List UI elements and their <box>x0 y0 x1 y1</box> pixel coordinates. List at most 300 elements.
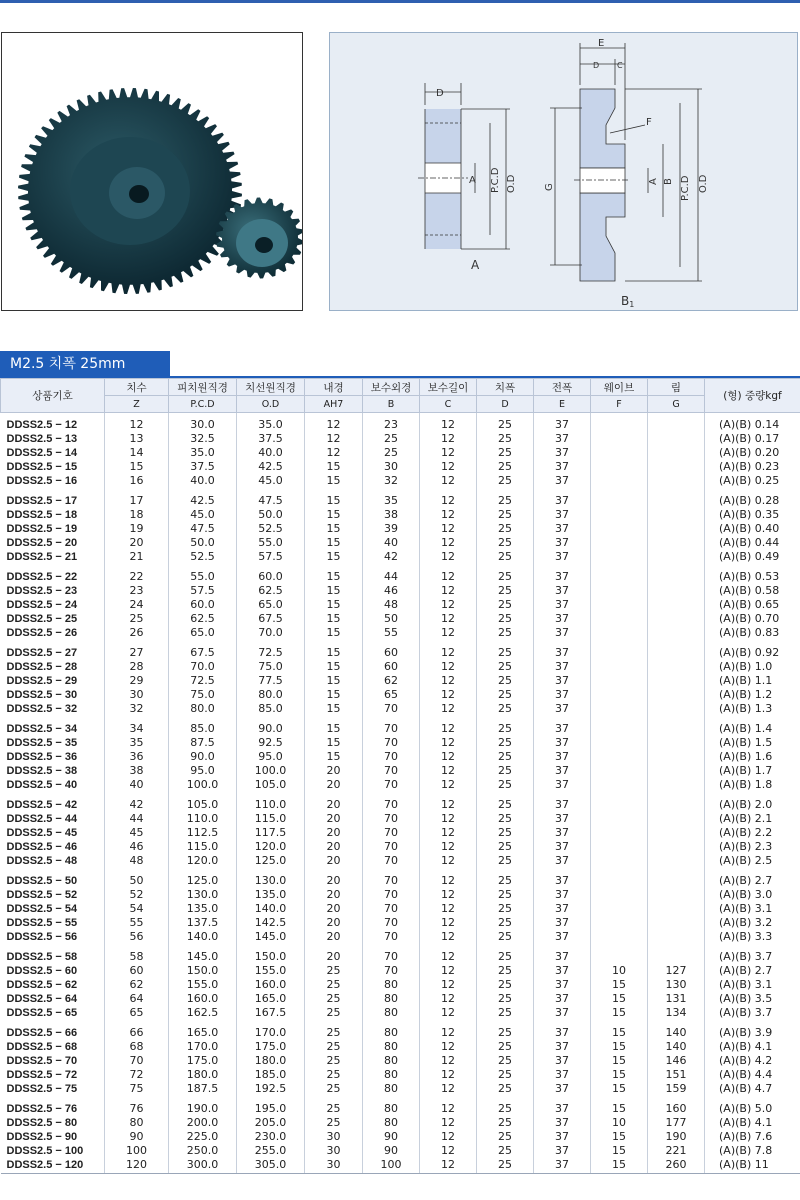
table-cell: 72 <box>105 1068 169 1082</box>
table-cell: 37 <box>534 474 591 488</box>
table-cell: 20 <box>305 916 363 930</box>
table-cell: 55.0 <box>237 536 305 550</box>
table-cell: 28 <box>105 660 169 674</box>
column-symbol: O.D <box>237 396 305 413</box>
table-cell: (A)(B) 0.20 <box>705 446 800 460</box>
table-cell: 175.0 <box>169 1054 237 1068</box>
table-cell: (A)(B) 2.2 <box>705 826 800 840</box>
table-cell: 35 <box>105 736 169 750</box>
table-cell: 25 <box>477 930 534 944</box>
table-cell: 21 <box>105 550 169 564</box>
table-cell <box>591 460 648 474</box>
table-cell <box>648 702 705 716</box>
table-cell: 25 <box>477 826 534 840</box>
product-code-cell: DDSS2.5 − 26 <box>6 627 78 640</box>
table-cell: 37 <box>534 626 591 640</box>
table-row <box>1 494 800 508</box>
table-cell <box>648 612 705 626</box>
table-cell: (A)(B) 4.7 <box>705 1082 800 1096</box>
table-cell: 15 <box>305 460 363 474</box>
table-cell: 145.0 <box>169 950 237 964</box>
column-header: 치선원직경 <box>237 379 305 396</box>
table-cell <box>591 508 648 522</box>
column-header: 보수외경 <box>363 379 420 396</box>
table-row <box>1 930 800 944</box>
table-cell: 20 <box>305 874 363 888</box>
table-cell <box>591 474 648 488</box>
table-cell <box>591 874 648 888</box>
table-cell: 15 <box>305 722 363 736</box>
table-cell: 64 <box>105 992 169 1006</box>
table-cell: 80 <box>363 978 420 992</box>
table-cell: 72.5 <box>169 674 237 688</box>
table-cell: 20 <box>305 826 363 840</box>
table-cell: 18 <box>105 508 169 522</box>
table-cell <box>591 494 648 508</box>
table-cell: 95.0 <box>237 750 305 764</box>
table-cell: 15 <box>591 1144 648 1158</box>
table-cell: 34 <box>105 722 169 736</box>
table-cell: 15 <box>591 1102 648 1116</box>
table-cell: 62 <box>363 674 420 688</box>
table-cell: 15 <box>305 474 363 488</box>
table-row <box>1 750 800 764</box>
table-cell: 25 <box>477 1040 534 1054</box>
table-cell: 12 <box>420 474 477 488</box>
table-cell: 42 <box>105 798 169 812</box>
table-cell: 50.0 <box>237 508 305 522</box>
table-cell: 180.0 <box>169 1068 237 1082</box>
product-code-cell: DDSS2.5 − 80 <box>6 1116 78 1129</box>
dim-label-pcd-b: P.C.D <box>680 175 691 201</box>
table-cell: 37 <box>534 460 591 474</box>
dim-label-a: A <box>469 175 476 186</box>
table-row <box>1 418 800 432</box>
table-cell: 65.0 <box>169 626 237 640</box>
table-cell: 50.0 <box>169 536 237 550</box>
table-cell: 70 <box>363 826 420 840</box>
table-cell: (A)(B) 4.1 <box>705 1040 800 1054</box>
table-cell: 65 <box>105 1006 169 1020</box>
table-cell: 25 <box>477 702 534 716</box>
table-cell: 120.0 <box>237 840 305 854</box>
table-cell: (A)(B) 0.40 <box>705 522 800 536</box>
table-cell: 37 <box>534 660 591 674</box>
table-row <box>1 1054 800 1068</box>
table-cell: 30.0 <box>169 418 237 432</box>
gear-photo-illustration <box>2 33 303 311</box>
table-row <box>1 1144 800 1158</box>
table-cell: (A)(B) 1.0 <box>705 660 800 674</box>
table-cell: 12 <box>420 736 477 750</box>
table-cell: 12 <box>420 1130 477 1144</box>
table-cell: 25 <box>477 432 534 446</box>
table-cell: 180.0 <box>237 1054 305 1068</box>
product-code-cell: DDSS2.5 − 32 <box>6 703 78 716</box>
table-cell: 117.5 <box>237 826 305 840</box>
table-cell: 37 <box>534 1068 591 1082</box>
table-cell: 12 <box>420 1158 477 1173</box>
table-cell: 68 <box>105 1040 169 1054</box>
dim-label-c: C <box>617 61 623 70</box>
product-code-cell: DDSS2.5 − 100 <box>6 1145 84 1158</box>
table-cell: (A)(B) 2.0 <box>705 798 800 812</box>
table-cell: 37 <box>534 1116 591 1130</box>
table-cell: 15 <box>591 1130 648 1144</box>
table-cell: 37 <box>534 598 591 612</box>
table-cell: 37 <box>534 432 591 446</box>
table-cell: 12 <box>420 930 477 944</box>
table-cell: 70 <box>363 812 420 826</box>
table-cell: 12 <box>420 964 477 978</box>
product-code-cell: DDSS2.5 − 70 <box>6 1055 78 1068</box>
table-cell: 80 <box>363 1040 420 1054</box>
column-symbol: Z <box>105 396 169 413</box>
table-cell: 25 <box>477 598 534 612</box>
table-cell: 12 <box>420 1116 477 1130</box>
dim-label-b: B <box>663 178 674 185</box>
table-cell: 37 <box>534 750 591 764</box>
table-cell: 25 <box>305 964 363 978</box>
table-cell <box>648 930 705 944</box>
column-symbol: E <box>534 396 591 413</box>
product-code-cell: DDSS2.5 − 120 <box>1 1158 105 1173</box>
dim-label-g: G <box>544 183 555 191</box>
product-code-cell: DDSS2.5 − 36 <box>6 750 78 763</box>
product-code-cell: DDSS2.5 − 23 <box>6 584 78 597</box>
table-cell: 90 <box>363 1130 420 1144</box>
table-cell: 70 <box>363 916 420 930</box>
table-cell <box>591 702 648 716</box>
table-cell: 25 <box>305 1116 363 1130</box>
table-cell: 25 <box>477 750 534 764</box>
table-cell: 12 <box>420 1082 477 1096</box>
product-code-cell: DDSS2.5 − 76 <box>6 1102 78 1115</box>
table-cell: 80 <box>363 1026 420 1040</box>
table-cell: 25 <box>305 1054 363 1068</box>
table-cell: 25 <box>477 902 534 916</box>
table-cell: 25 <box>477 964 534 978</box>
table-cell: 127 <box>648 964 705 978</box>
product-code-cell: DDSS2.5 − 72 <box>6 1069 78 1082</box>
table-cell <box>648 432 705 446</box>
table-cell: 37 <box>534 688 591 702</box>
table-cell <box>648 688 705 702</box>
table-cell: 12 <box>420 812 477 826</box>
product-code-cell: DDSS2.5 − 66 <box>6 1026 78 1039</box>
table-row <box>1 1102 800 1116</box>
table-cell: 80 <box>363 992 420 1006</box>
table-cell: 70 <box>363 736 420 750</box>
table-cell: 90 <box>363 1144 420 1158</box>
column-symbol: AH7 <box>305 396 363 413</box>
table-cell: 15 <box>305 584 363 598</box>
table-cell <box>591 854 648 868</box>
table-cell: 23 <box>363 418 420 432</box>
table-cell: 25 <box>477 854 534 868</box>
table-cell <box>648 778 705 792</box>
column-header: 웨이브 <box>591 379 648 396</box>
table-cell: 46 <box>105 840 169 854</box>
table-cell: 12 <box>420 950 477 964</box>
table-cell <box>591 612 648 626</box>
table-cell: 37 <box>534 522 591 536</box>
table-cell: 145.0 <box>237 930 305 944</box>
table-cell: 25 <box>477 418 534 432</box>
table-cell: 40.0 <box>169 474 237 488</box>
table-cell <box>648 674 705 688</box>
table-cell <box>648 950 705 964</box>
table-cell: 300.0 <box>169 1158 237 1173</box>
column-symbol: G <box>648 396 705 413</box>
table-cell <box>648 764 705 778</box>
table-cell: 15 <box>305 688 363 702</box>
table-cell: 70 <box>363 902 420 916</box>
table-cell: 20 <box>305 930 363 944</box>
table-cell: 25 <box>477 612 534 626</box>
table-cell: 25 <box>305 978 363 992</box>
table-cell: 12 <box>305 446 363 460</box>
dimension-diagram <box>329 32 798 311</box>
table-cell: 12 <box>305 432 363 446</box>
table-cell: 80 <box>363 1116 420 1130</box>
table-cell: (A)(B) 3.9 <box>705 1026 800 1040</box>
table-cell: 115.0 <box>169 840 237 854</box>
table-cell: 37 <box>534 584 591 598</box>
table-cell: 12 <box>420 522 477 536</box>
table-cell <box>591 826 648 840</box>
column-header: 피치원직경 <box>169 379 237 396</box>
table-row <box>1 798 800 812</box>
table-cell: 12 <box>420 598 477 612</box>
table-cell: 110.0 <box>237 798 305 812</box>
product-code-cell: DDSS2.5 − 34 <box>6 722 78 735</box>
table-cell: 25 <box>477 978 534 992</box>
table-cell: 55.0 <box>169 570 237 584</box>
table-cell: 200.0 <box>169 1116 237 1130</box>
table-cell: 170.0 <box>237 1026 305 1040</box>
table-cell: 90.0 <box>169 750 237 764</box>
table-cell: 37 <box>534 570 591 584</box>
product-code-cell: DDSS2.5 − 24 <box>6 598 78 611</box>
table-row <box>1 446 800 460</box>
table-cell: 70 <box>363 854 420 868</box>
table-cell: 47.5 <box>169 522 237 536</box>
table-cell: (A)(B) 0.17 <box>705 432 800 446</box>
table-cell: 40 <box>363 536 420 550</box>
table-cell: 60 <box>363 646 420 660</box>
product-code-cell: DDSS2.5 − 12 <box>6 418 78 431</box>
table-row <box>1 550 800 564</box>
product-code-cell: DDSS2.5 − 64 <box>6 993 78 1006</box>
table-cell: 42.5 <box>169 494 237 508</box>
product-code-cell: DDSS2.5 − 65 <box>6 1007 78 1020</box>
table-cell: 120 <box>105 1158 169 1173</box>
table-cell: 12 <box>420 460 477 474</box>
table-cell: 15 <box>591 1026 648 1040</box>
product-code-cell: DDSS2.5 − 19 <box>6 522 78 535</box>
product-photo <box>1 32 303 311</box>
table-cell: 52.5 <box>237 522 305 536</box>
table-cell: 87.5 <box>169 736 237 750</box>
table-row <box>1 826 800 840</box>
table-cell: 12 <box>420 1054 477 1068</box>
table-cell: 76 <box>105 1102 169 1116</box>
table-cell <box>591 764 648 778</box>
table-cell: 50 <box>363 612 420 626</box>
table-cell: 70 <box>363 964 420 978</box>
table-cell: 15 <box>591 1158 648 1173</box>
table-cell: 110.0 <box>169 812 237 826</box>
column-header: 치폭 <box>477 379 534 396</box>
table-cell: 37 <box>534 536 591 550</box>
table-cell: 42.5 <box>237 460 305 474</box>
table-cell: 80.0 <box>237 688 305 702</box>
table-cell: (A)(B) 1.8 <box>705 778 800 792</box>
table-cell: 15 <box>305 570 363 584</box>
table-cell: 37 <box>534 702 591 716</box>
table-cell <box>648 508 705 522</box>
product-code-cell: DDSS2.5 − 35 <box>6 736 78 749</box>
column-symbol: P.C.D <box>169 396 237 413</box>
table-cell: 72.5 <box>237 646 305 660</box>
table-cell: 162.5 <box>169 1006 237 1020</box>
table-row <box>1 508 800 522</box>
dim-label-od-b: O.D <box>698 174 709 193</box>
table-cell: 37 <box>534 840 591 854</box>
table-cell: 112.5 <box>169 826 237 840</box>
table-cell <box>648 902 705 916</box>
column-header: (형) 중량kgf <box>705 379 800 413</box>
table-cell: 32 <box>363 474 420 488</box>
table-cell: 25 <box>477 916 534 930</box>
table-cell: 190.0 <box>169 1102 237 1116</box>
table-cell: 12 <box>420 646 477 660</box>
table-cell: 52.5 <box>169 550 237 564</box>
table-row <box>1 626 800 640</box>
column-symbol: B <box>363 396 420 413</box>
table-cell: 80 <box>363 1006 420 1020</box>
product-code-cell: DDSS2.5 − 68 <box>6 1040 78 1053</box>
table-cell: 75.0 <box>169 688 237 702</box>
table-row <box>1 674 800 688</box>
table-cell: (A)(B) 4.1 <box>705 1116 800 1130</box>
table-cell: (A)(B) 0.92 <box>705 646 800 660</box>
table-cell: 39 <box>363 522 420 536</box>
table-cell <box>591 722 648 736</box>
table-cell: 37 <box>534 494 591 508</box>
table-cell: 48 <box>363 598 420 612</box>
table-cell: 65 <box>363 688 420 702</box>
table-row <box>1 474 800 488</box>
table-cell: 37.5 <box>237 432 305 446</box>
table-cell: 25 <box>363 432 420 446</box>
dim-label-f: F <box>646 117 652 128</box>
table-cell: 160.0 <box>237 978 305 992</box>
table-row <box>1 874 800 888</box>
table-cell: 131 <box>648 992 705 1006</box>
table-cell: 37 <box>534 992 591 1006</box>
table-cell: (A)(B) 3.7 <box>705 1006 800 1020</box>
table-cell: 37 <box>534 854 591 868</box>
table-cell: (A)(B) 1.3 <box>705 702 800 716</box>
table-row <box>1 812 800 826</box>
table-cell: 90.0 <box>237 722 305 736</box>
table-row <box>1 598 800 612</box>
table-cell: 221 <box>648 1144 705 1158</box>
product-code-cell: DDSS2.5 − 52 <box>6 888 78 901</box>
product-code-cell: DDSS2.5 − 18 <box>6 508 78 521</box>
table-cell: 66 <box>105 1026 169 1040</box>
table-cell: 42 <box>363 550 420 564</box>
product-code-cell: DDSS2.5 − 14 <box>6 446 78 459</box>
table-cell <box>648 736 705 750</box>
table-cell: 15 <box>305 702 363 716</box>
table-cell: 25 <box>305 1082 363 1096</box>
dim-label-d-b: D <box>593 61 600 70</box>
dim-label-a-b: A <box>648 178 659 185</box>
table-cell: (A)(B) 0.44 <box>705 536 800 550</box>
table-cell <box>648 446 705 460</box>
table-cell: 70 <box>363 840 420 854</box>
table-cell <box>648 522 705 536</box>
table-cell: 100.0 <box>237 764 305 778</box>
table-cell: 12 <box>420 1006 477 1020</box>
table-cell: 35.0 <box>237 418 305 432</box>
section-tab: M2.5 치폭 25mm <box>0 351 170 377</box>
table-cell: 12 <box>420 992 477 1006</box>
table-cell: 80.0 <box>169 702 237 716</box>
table-row <box>1 764 800 778</box>
table-cell: 77.5 <box>237 674 305 688</box>
table-cell: 134 <box>648 1006 705 1020</box>
dimension-drawing <box>330 33 799 312</box>
table-cell: 25 <box>477 1082 534 1096</box>
table-cell: 125.0 <box>169 874 237 888</box>
product-code-cell: DDSS2.5 − 22 <box>6 570 78 583</box>
product-code-cell: DDSS2.5 − 50 <box>6 874 78 887</box>
table-cell: 62.5 <box>169 612 237 626</box>
table-cell: 20 <box>305 950 363 964</box>
table-cell <box>648 598 705 612</box>
table-cell: 12 <box>420 902 477 916</box>
table-cell: 70 <box>363 798 420 812</box>
column-header: 상품기호 <box>1 379 105 413</box>
table-cell <box>591 736 648 750</box>
table-cell: 159 <box>648 1082 705 1096</box>
spec-table-header <box>1 379 800 413</box>
table-cell: 25 <box>477 550 534 564</box>
table-cell: 140.0 <box>169 930 237 944</box>
table-cell: 70 <box>363 750 420 764</box>
table-cell: 12 <box>420 688 477 702</box>
table-cell: 105.0 <box>169 798 237 812</box>
product-code-cell: DDSS2.5 − 58 <box>6 950 78 963</box>
product-code-cell: DDSS2.5 − 17 <box>6 494 78 507</box>
table-cell: 15 <box>105 460 169 474</box>
table-cell: 20 <box>305 840 363 854</box>
table-cell: 120.0 <box>169 854 237 868</box>
table-row <box>1 1116 800 1130</box>
table-cell: 37 <box>534 978 591 992</box>
table-cell: 100 <box>105 1144 169 1158</box>
table-cell: 12 <box>420 798 477 812</box>
product-code-cell: DDSS2.5 − 25 <box>6 613 78 626</box>
table-cell: 15 <box>591 992 648 1006</box>
table-cell <box>591 950 648 964</box>
table-row <box>1 612 800 626</box>
table-cell: 25 <box>477 660 534 674</box>
